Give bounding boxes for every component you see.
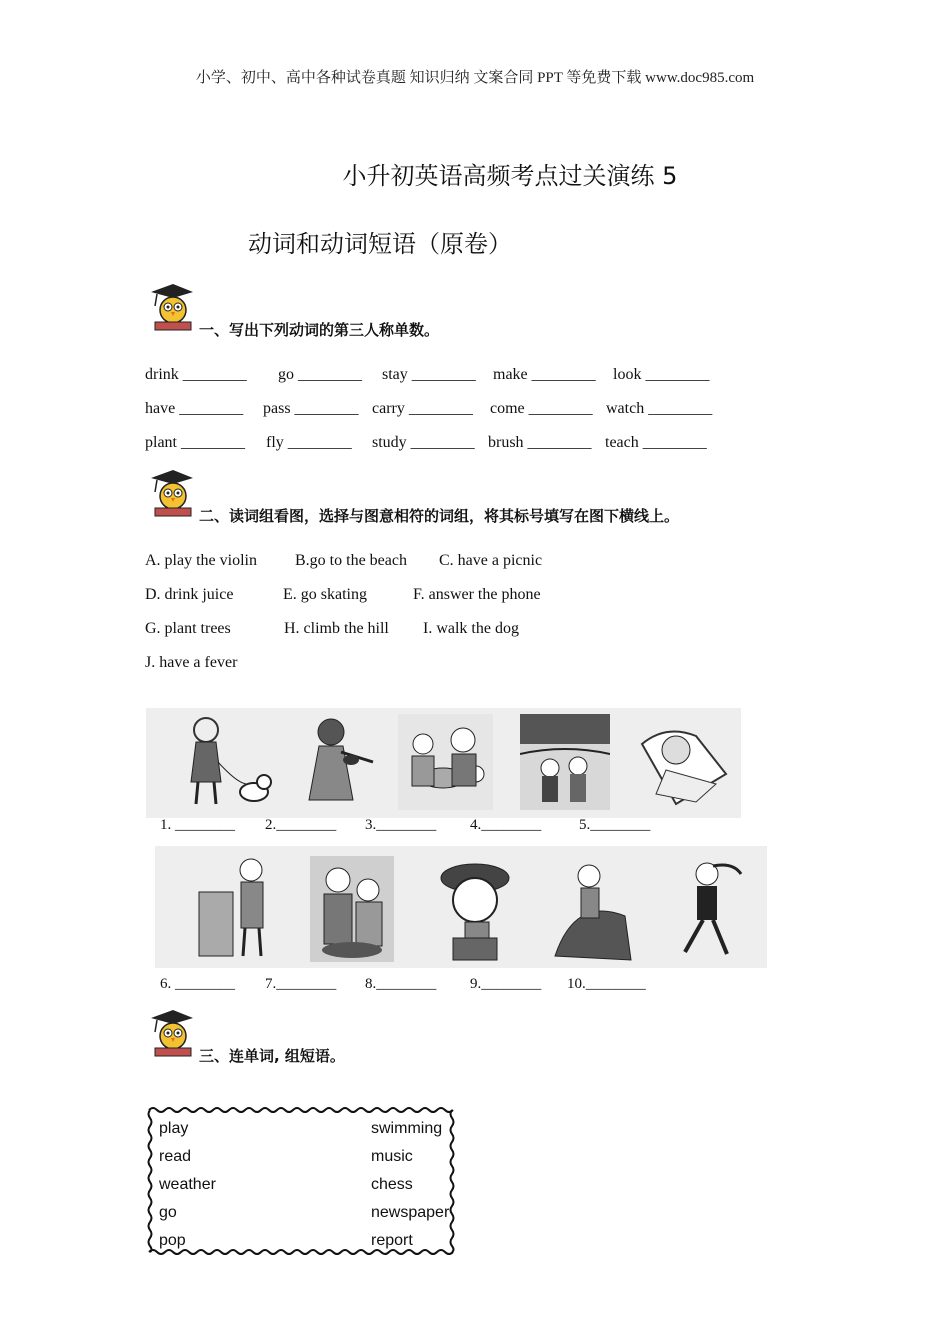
- blank-9: 9.________: [470, 976, 542, 992]
- verb-carry: carry ________: [372, 400, 473, 417]
- owl-graduate-icon: [145, 466, 197, 518]
- left-word-1: play: [159, 1120, 189, 1137]
- verb-make: make ________: [493, 366, 596, 383]
- blank-3: 3.________: [365, 817, 437, 833]
- option-j: J. have a fever: [145, 654, 238, 671]
- blank-1: 1. ________: [160, 817, 235, 833]
- picture-strip-1: [146, 708, 741, 818]
- option-b: B.go to the beach: [295, 552, 407, 569]
- left-word-2: read: [159, 1148, 192, 1165]
- right-word-4: newspaper: [371, 1204, 450, 1221]
- left-word-4: go: [159, 1204, 177, 1221]
- option-d: D. drink juice: [145, 586, 234, 603]
- page-header: 小学、初中、高中各种试卷真题 知识归纳 文案合同 PPT 等免费下载 www.doc985.com: [195, 70, 755, 86]
- girl-walking-dog-illustration: [166, 712, 276, 812]
- option-a: A. play the violin: [145, 552, 257, 569]
- verb-brush: brush ________: [488, 434, 592, 451]
- right-word-1: swimming: [371, 1120, 443, 1137]
- right-word-5: report: [371, 1232, 413, 1249]
- family-picnic-illustration: [398, 714, 493, 810]
- section1-heading-text: 一、写出下列动词的第三人称单数。: [199, 321, 440, 339]
- blank-5: 5.________: [579, 817, 651, 833]
- picture-strip-2: [155, 846, 767, 968]
- left-word-3: weather: [159, 1176, 216, 1193]
- option-c: C. have a picnic: [439, 552, 543, 569]
- people-plant-trees-illustration: [310, 856, 394, 962]
- verb-come: come ________: [490, 400, 593, 417]
- man-drinking-illustration: [427, 856, 523, 964]
- owl-graduate-icon: [145, 280, 197, 332]
- option-f: F. answer the phone: [413, 586, 541, 603]
- page-title: 小升初英语高频考点过关演练 5: [342, 162, 678, 190]
- blank-7: 7.________: [265, 976, 337, 992]
- blank-8: 8.________: [365, 976, 437, 992]
- section3-heading-text: 三、连单词, 组短语。: [199, 1047, 345, 1065]
- girl-fever-bed-illustration: [636, 714, 736, 810]
- word-matching-box: [147, 1106, 455, 1256]
- girl-skating-illustration: [663, 856, 753, 964]
- verb-study: study ________: [372, 434, 475, 451]
- page-subtitle: 动词和动词短语（原卷）: [248, 230, 512, 258]
- man-phone-illustration: [195, 852, 275, 962]
- verb-stay: stay ________: [382, 366, 476, 383]
- owl-graduate-icon: [145, 1006, 197, 1058]
- blank-6: 6. ________: [160, 976, 235, 992]
- boy-climb-hill-illustration: [545, 856, 635, 964]
- verb-drink: drink ________: [145, 366, 247, 383]
- option-g: G. plant trees: [145, 620, 231, 637]
- verb-go: go ________: [278, 366, 362, 383]
- blank-10: 10.________: [567, 976, 646, 992]
- verb-pass: pass ________: [263, 400, 359, 417]
- blank-4: 4.________: [470, 817, 542, 833]
- section2-heading-text: 二、读词组看图，选择与图意相符的词组，将其标号填写在图下横线上。: [199, 507, 680, 525]
- verb-look: look ________: [613, 366, 710, 383]
- option-h: H. climb the hill: [284, 620, 389, 637]
- kids-beach-illustration: [520, 714, 610, 810]
- right-word-2: music: [371, 1148, 413, 1165]
- right-word-3: chess: [371, 1176, 413, 1193]
- verb-fly: fly ________: [266, 434, 352, 451]
- option-i: I. walk the dog: [423, 620, 519, 637]
- blank-2: 2.________: [265, 817, 337, 833]
- verb-teach: teach ________: [605, 434, 707, 451]
- girl-violin-illustration: [291, 712, 381, 812]
- option-e: E. go skating: [283, 586, 367, 603]
- left-word-5: pop: [159, 1232, 186, 1249]
- verb-have: have ________: [145, 400, 244, 417]
- verb-watch: watch ________: [606, 400, 713, 417]
- verb-plant: plant ________: [145, 434, 245, 451]
